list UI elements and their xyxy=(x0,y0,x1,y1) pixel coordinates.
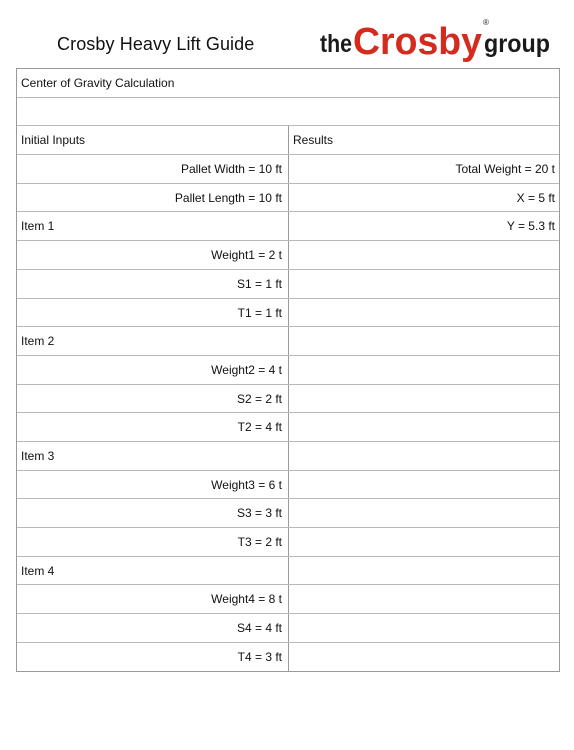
sheet-title: Center of Gravity Calculation xyxy=(21,76,175,90)
input-value: S3 = 3 ft xyxy=(17,499,289,527)
result-value xyxy=(289,356,559,384)
result-value xyxy=(289,557,559,585)
result-value xyxy=(289,442,559,470)
results-header: Results xyxy=(293,133,334,148)
table-row xyxy=(17,270,559,299)
item-label: Item 2 xyxy=(17,327,289,355)
table-row xyxy=(17,327,559,356)
result-value xyxy=(289,528,559,556)
table-row xyxy=(17,212,559,241)
table-row xyxy=(17,442,559,471)
input-value: Pallet Width = 10 ft xyxy=(17,155,289,183)
logo-crosby: Crosby xyxy=(353,21,482,63)
table-row xyxy=(17,557,559,586)
table-row xyxy=(17,413,559,442)
table-row xyxy=(17,299,559,328)
input-value: T2 = 4 ft xyxy=(17,413,289,441)
table-row xyxy=(17,585,559,614)
result-value xyxy=(289,471,559,499)
input-value: Pallet Length = 10 ft xyxy=(17,184,289,212)
result-value xyxy=(289,585,559,613)
result-value xyxy=(289,614,559,642)
input-value: Weight2 = 4 t xyxy=(17,356,289,384)
input-value: S1 = 1 ft xyxy=(17,270,289,298)
table-row xyxy=(17,643,559,672)
logo-registered-mark: ® xyxy=(483,18,489,27)
item-label: Item 3 xyxy=(17,442,289,470)
blank-cell xyxy=(17,98,559,126)
result-value xyxy=(289,241,559,269)
input-value: Weight4 = 8 t xyxy=(17,585,289,613)
input-value: S4 = 4 ft xyxy=(17,614,289,642)
page-title: Crosby Heavy Lift Guide xyxy=(57,34,255,54)
result-value: Y = 5.3 ft xyxy=(506,219,555,234)
item-label: Item 1 xyxy=(17,212,289,240)
cog-calculation-sheet xyxy=(16,68,560,672)
input-value: T3 = 2 ft xyxy=(17,528,289,556)
result-value xyxy=(289,499,559,527)
table-row xyxy=(17,499,559,528)
input-value: T1 = 1 ft xyxy=(17,299,289,327)
result-value xyxy=(289,413,559,441)
result-value: X = 5 ft xyxy=(516,190,555,205)
input-value: Weight1 = 2 t xyxy=(17,241,289,269)
table-row xyxy=(17,184,559,213)
table-row xyxy=(17,241,559,270)
table-row xyxy=(17,614,559,643)
logo-group: group xyxy=(484,30,550,58)
input-value: T4 = 3 ft xyxy=(17,643,289,672)
table-row xyxy=(17,155,559,184)
result-value xyxy=(289,385,559,413)
table-row xyxy=(17,356,559,385)
input-value: S2 = 2 ft xyxy=(17,385,289,413)
section-header-row xyxy=(17,126,559,155)
crosby-group-logo xyxy=(320,14,554,64)
table-row xyxy=(17,385,559,414)
item-label: Item 4 xyxy=(17,557,289,585)
table-row xyxy=(17,528,559,557)
result-value xyxy=(289,643,559,672)
table-row xyxy=(17,471,559,500)
blank-row xyxy=(17,98,559,127)
result-value: Total Weight = 20 t xyxy=(455,162,555,177)
sheet-title-row xyxy=(17,69,559,98)
result-value xyxy=(289,327,559,355)
result-value xyxy=(289,270,559,298)
input-value: Weight3 = 6 t xyxy=(17,471,289,499)
data-rows xyxy=(17,155,559,671)
result-value xyxy=(289,299,559,327)
initial-inputs-header: Initial Inputs xyxy=(17,126,289,154)
logo-the: the xyxy=(320,30,353,58)
